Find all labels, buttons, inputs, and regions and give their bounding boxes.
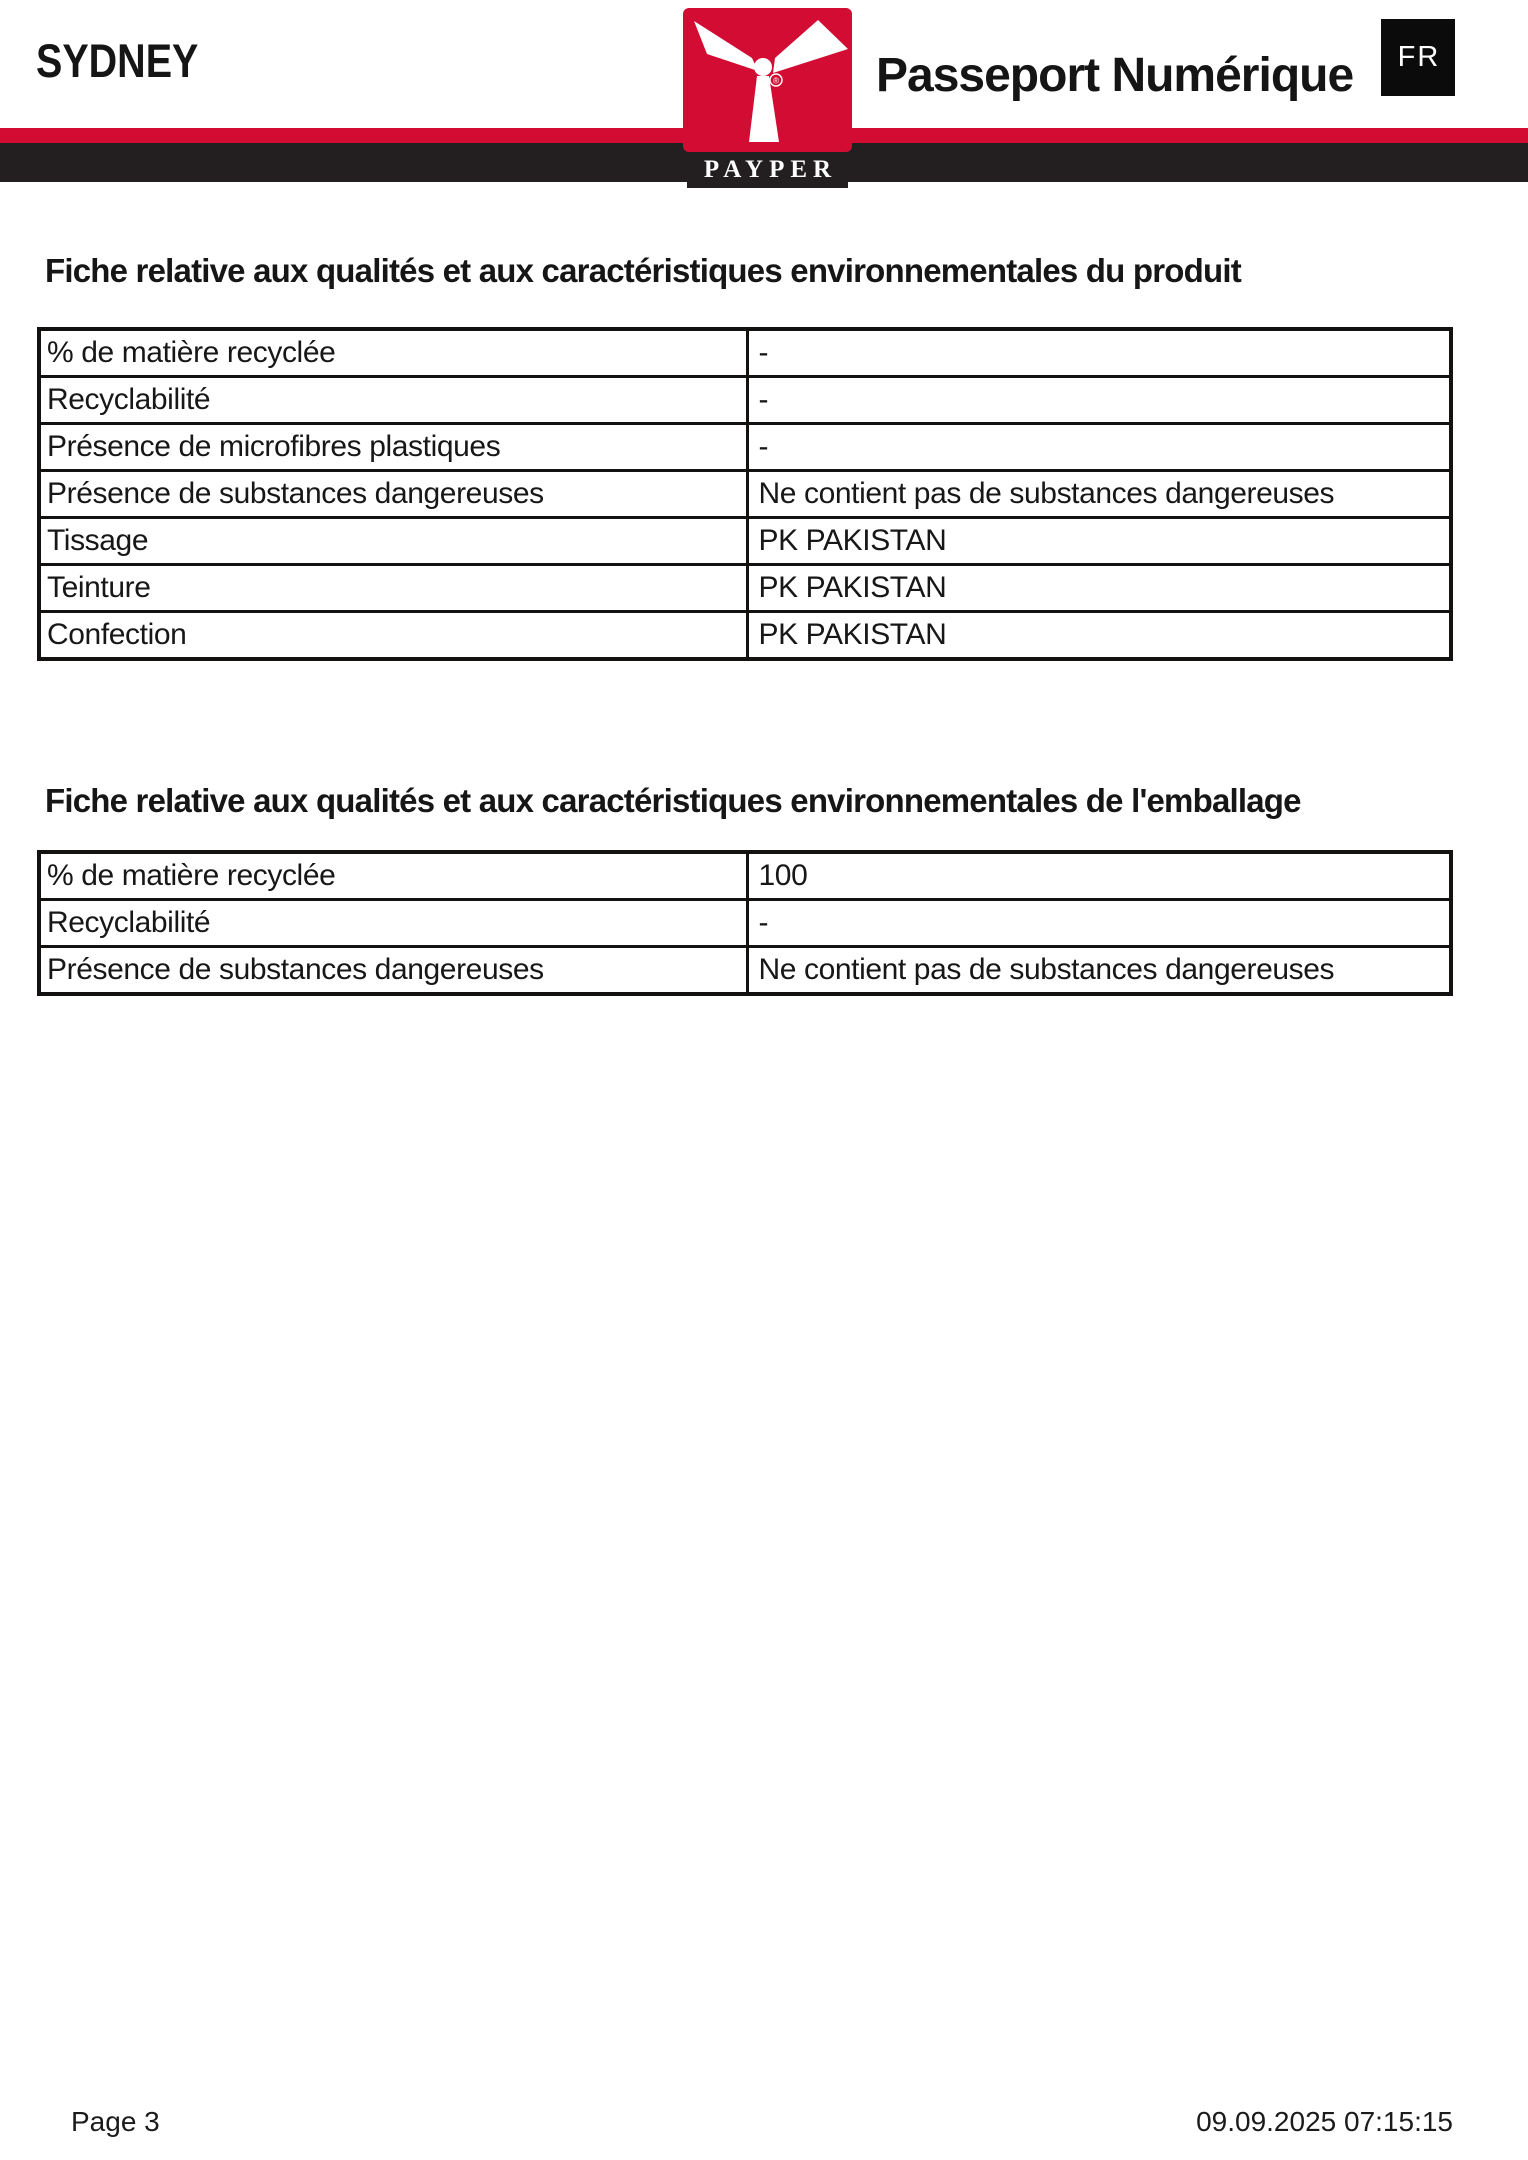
table-row: [39, 424, 1451, 471]
row-value: -: [747, 424, 1451, 471]
table-row: [39, 565, 1451, 612]
row-label: Présence de substances dangereuses: [39, 471, 747, 518]
language-badge-label: FR: [1397, 41, 1441, 73]
row-value: -: [747, 377, 1451, 424]
packaging-environment-table: [37, 850, 1453, 996]
table-row: [39, 518, 1451, 565]
row-value: Ne contient pas de substances dangereuses: [747, 947, 1451, 995]
windmill-icon: [683, 8, 852, 152]
row-label: Présence de microfibres plastiques: [39, 424, 747, 471]
registered-mark: ®: [772, 75, 780, 86]
language-badge: [1381, 19, 1455, 96]
payper-logo: [683, 8, 852, 152]
page-title: Passeport Numérique: [876, 49, 1354, 102]
row-label: Présence de substances dangereuses: [39, 947, 747, 995]
row-value: 100: [747, 852, 1451, 900]
product-environment-table: [37, 327, 1453, 661]
table-row: [39, 852, 1451, 900]
section-title-product: Fiche relative aux qualités et aux caractéristiques environnementales du produit: [45, 252, 1241, 289]
row-label: Confection: [39, 612, 747, 660]
row-value: -: [747, 329, 1451, 377]
row-label: % de matière recyclée: [39, 329, 747, 377]
brand-wordmark: PAYPER: [687, 152, 848, 188]
table-row: [39, 329, 1451, 377]
table-row: [39, 377, 1451, 424]
generation-timestamp: 09.09.2025 07:15:15: [1196, 2106, 1453, 2137]
row-value: PK PAKISTAN: [747, 612, 1451, 660]
table-row: [39, 471, 1451, 518]
row-value: Ne contient pas de substances dangereuses: [747, 471, 1451, 518]
row-value: PK PAKISTAN: [747, 518, 1451, 565]
product-name: SYDNEY: [36, 34, 199, 87]
table-row: [39, 900, 1451, 947]
section-title-packaging: Fiche relative aux qualités et aux caractéristiques environnementales de l'emballage: [45, 782, 1301, 819]
row-label: Tissage: [39, 518, 747, 565]
row-label: % de matière recyclée: [39, 852, 747, 900]
row-label: Teinture: [39, 565, 747, 612]
page-number: Page 3: [71, 2106, 160, 2137]
row-label: Recyclabilité: [39, 900, 747, 947]
row-label: Recyclabilité: [39, 377, 747, 424]
table-row: [39, 612, 1451, 660]
row-value: PK PAKISTAN: [747, 565, 1451, 612]
table-row: [39, 947, 1451, 995]
row-value: -: [747, 900, 1451, 947]
